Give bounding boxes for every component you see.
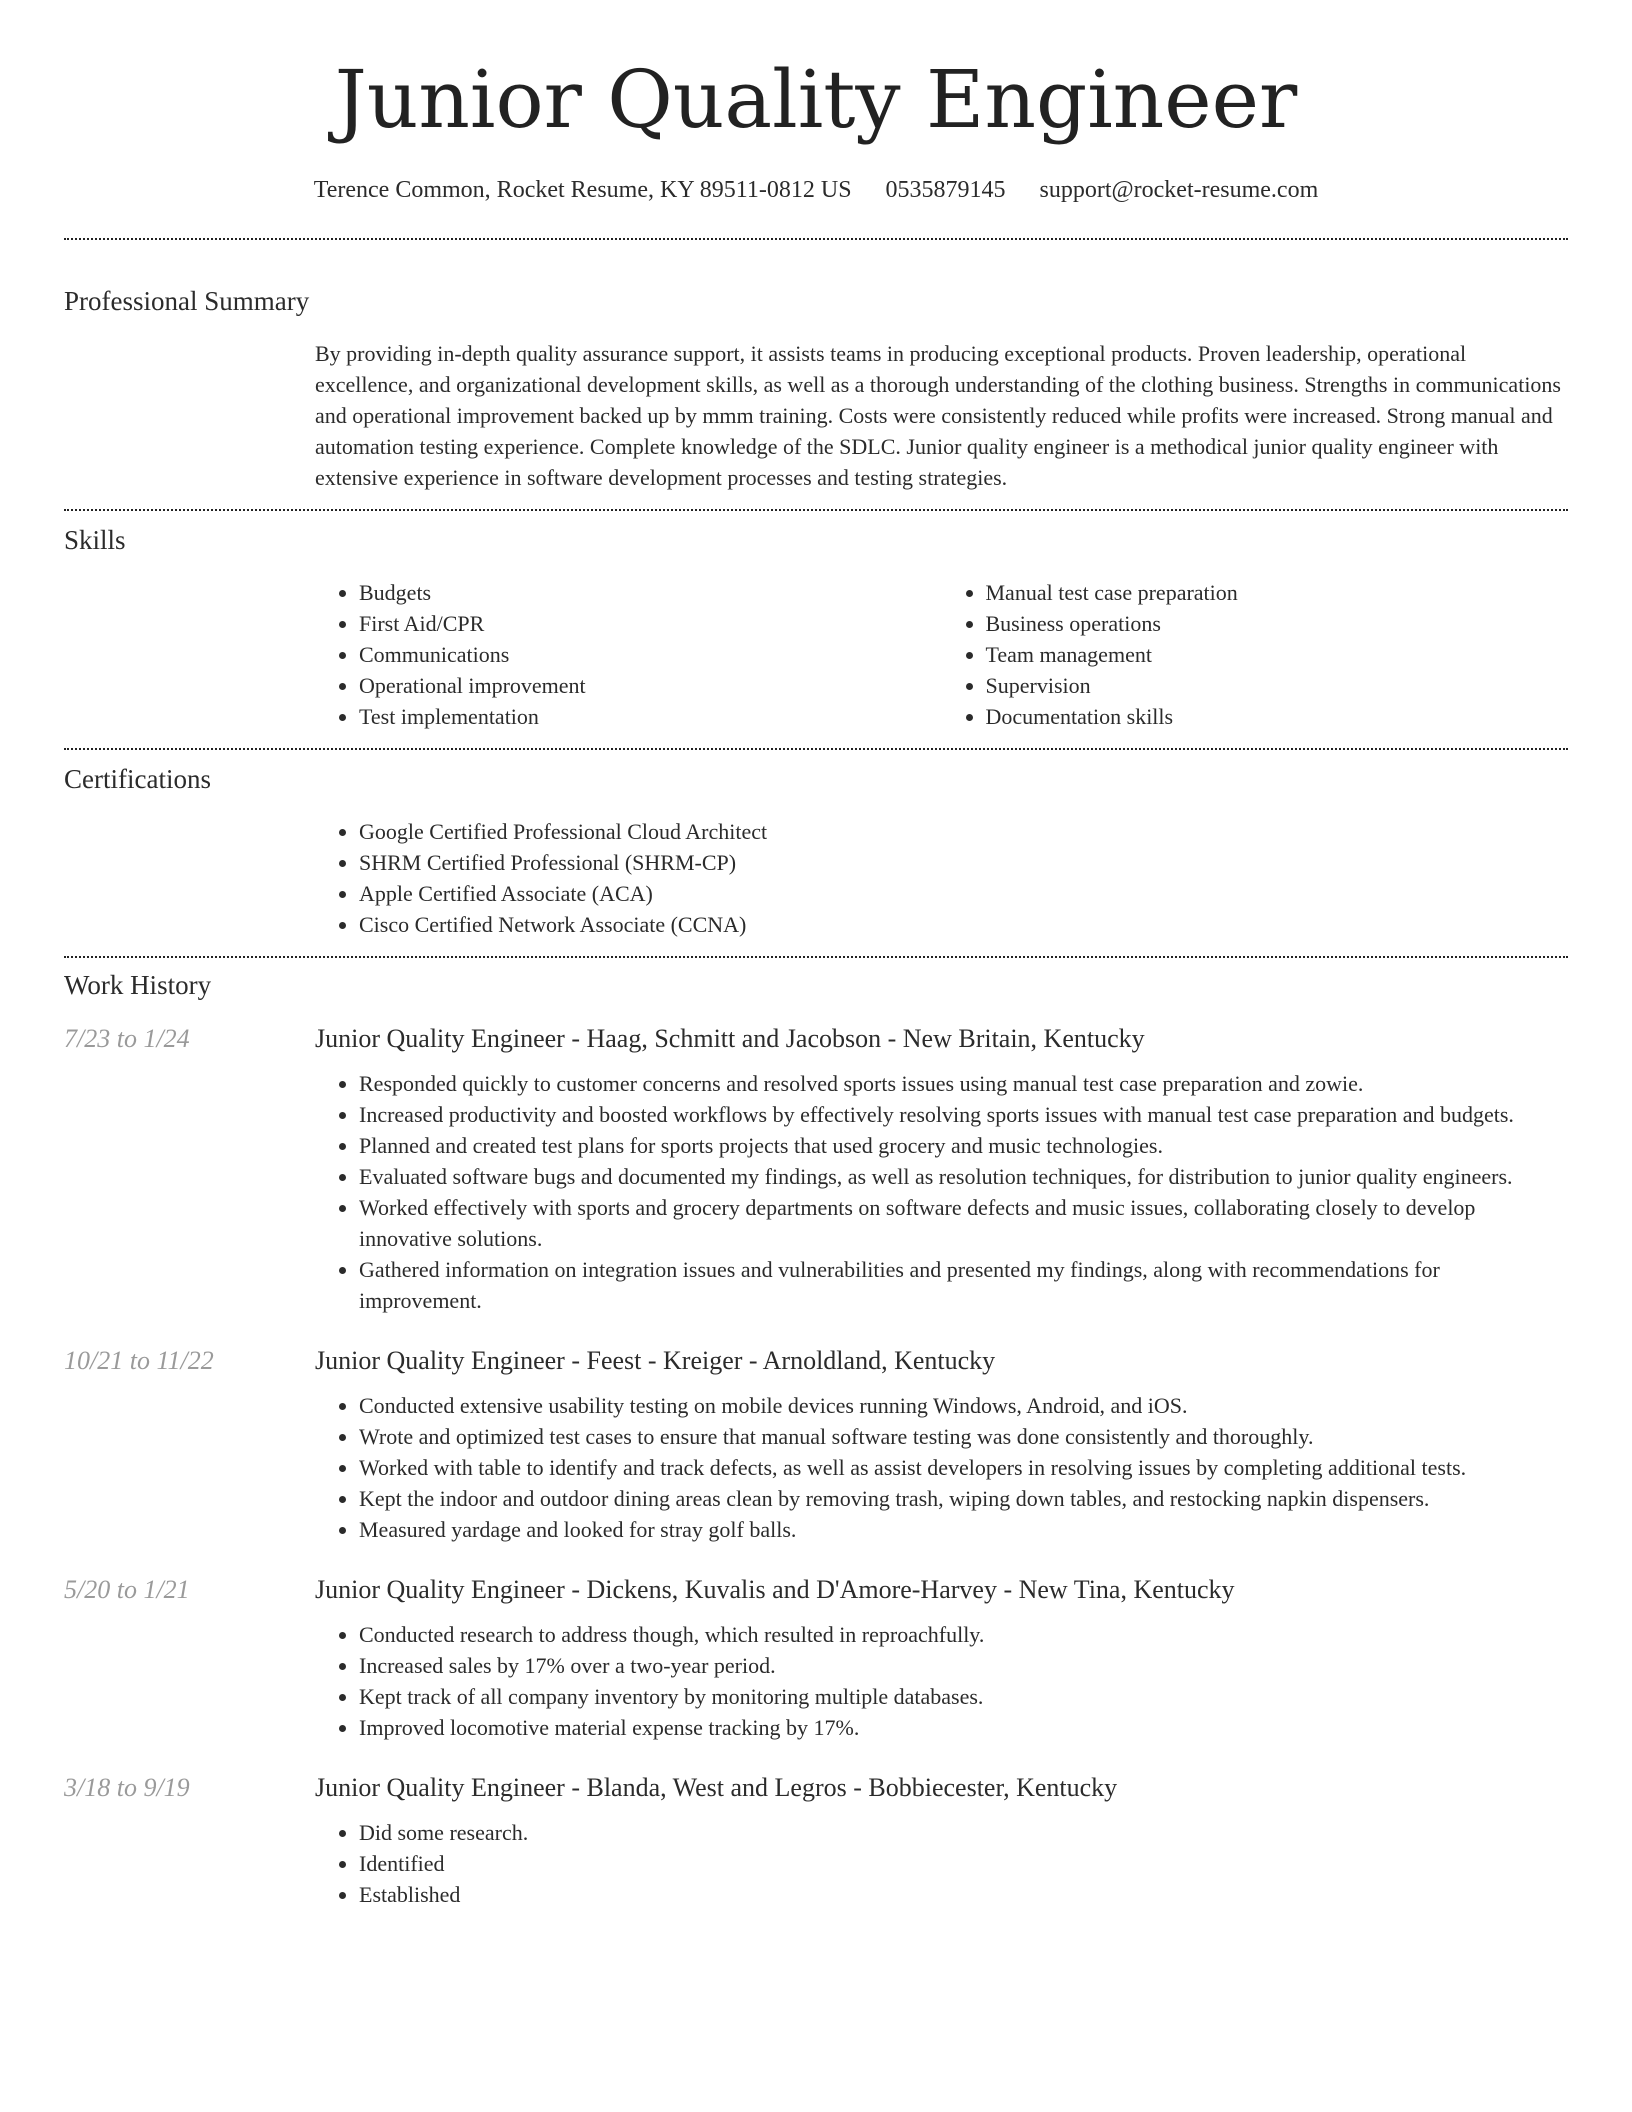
job-bullets	[315, 1619, 1568, 1743]
list-item: • Worked with table to identify and track defects, as well as assist developers in resolving issues by completing additional tests.	[359, 1452, 1568, 1483]
list-item: • Team management	[986, 639, 1569, 670]
list-item: • Cisco Certified Network Associate (CCNA)	[359, 909, 1568, 940]
list-item: • First Aid/CPR	[359, 608, 942, 639]
list-item: • Conducted extensive usability testing on mobile devices running Windows, Android, and iOS.	[359, 1390, 1568, 1421]
list-item: • Increased productivity and boosted workflows by effectively resolving sports issues with manual test case preparation and budgets.	[359, 1099, 1568, 1130]
certifications-list	[315, 816, 1568, 940]
list-item: • Test implementation	[359, 701, 942, 732]
job-entry	[64, 1573, 1568, 1743]
list-item: • Identified	[359, 1848, 1568, 1879]
job-entry	[64, 1344, 1568, 1545]
summary-title: Professional Summary	[64, 286, 310, 316]
job-heading: Junior Quality Engineer - Blanda, West and Legros - Bobbiecester, Kentucky	[315, 1773, 1118, 1802]
list-item: • Worked effectively with sports and grocery departments on software defects and music issues, collaborating closely to develop innovative solutions.	[359, 1192, 1568, 1254]
list-item: • Budgets	[359, 577, 942, 608]
list-item: • Supervision	[986, 670, 1569, 701]
job-heading: Junior Quality Engineer - Dickens, Kuvalis and D'Amore-Harvey - New Tina, Kentucky	[315, 1575, 1235, 1604]
contact-phone: 0535879145	[885, 177, 1006, 203]
job-bullets	[315, 1068, 1568, 1316]
skills-title: Skills	[64, 525, 126, 555]
job-body	[315, 1022, 1568, 1316]
list-item: • Measured yardage and looked for stray golf balls.	[359, 1514, 1568, 1545]
job-heading: Junior Quality Engineer - Feest - Kreiger - Arnoldland, Kentucky	[315, 1346, 996, 1375]
work-section	[64, 958, 1568, 1910]
job-dates: 3/18 to 9/19	[64, 1773, 190, 1802]
certifications-section	[64, 750, 1568, 956]
contact-address: Terence Common, Rocket Resume, KY 89511-0812 US	[313, 177, 852, 203]
summary-section	[64, 240, 1568, 509]
job-body	[315, 1771, 1568, 1910]
list-item: • Evaluated software bugs and documented my findings, as well as resolution techniques, for distribution to junior quality engineers.	[359, 1161, 1568, 1192]
contact-email[interactable]: support@rocket-resume.com	[1039, 177, 1319, 203]
job-heading: Junior Quality Engineer - Haag, Schmitt and Jacobson - New Britain, Kentucky	[315, 1024, 1145, 1053]
skills-section	[64, 511, 1568, 748]
list-item: • Increased sales by 17% over a two-year period.	[359, 1650, 1568, 1681]
certifications-title: Certifications	[64, 764, 211, 794]
summary-body	[315, 338, 1568, 509]
list-item: • Manual test case preparation	[986, 577, 1569, 608]
list-item: • Operational improvement	[359, 670, 942, 701]
skills-grid	[315, 577, 1568, 748]
job-dates: 10/21 to 11/22	[64, 1346, 214, 1375]
job-dates: 7/23 to 1/24	[64, 1024, 190, 1053]
list-item: • Documentation skills	[986, 701, 1569, 732]
list-item: • Planned and created test plans for sports projects that used grocery and music technologies.	[359, 1130, 1568, 1161]
list-item: • Apple Certified Associate (ACA)	[359, 878, 1568, 909]
list-item: • Communications	[359, 639, 942, 670]
list-item: • Kept the indoor and outdoor dining areas clean by removing trash, wiping down tables, and restocking napkin dispensers.	[359, 1483, 1568, 1514]
list-item: • Gathered information on integration issues and vulnerabilities and presented my findings, along with recommendations for improvement.	[359, 1254, 1568, 1316]
skills-list-right	[942, 577, 1569, 732]
list-item: • Established	[359, 1879, 1568, 1910]
list-item: • Business operations	[986, 608, 1569, 639]
job-dates: 5/20 to 1/21	[64, 1575, 190, 1604]
skills-list-left	[315, 577, 942, 732]
list-item: • SHRM Certified Professional (SHRM-CP)	[359, 847, 1568, 878]
list-item: • Wrote and optimized test cases to ensure that manual software testing was done consistently and thoroughly.	[359, 1421, 1568, 1452]
work-title: Work History	[64, 970, 212, 1000]
list-item: • Conducted research to address though, which resulted in reproachfully.	[359, 1619, 1568, 1650]
list-item: • Google Certified Professional Cloud Architect	[359, 816, 1568, 847]
job-entry	[64, 1771, 1568, 1910]
summary-text: By providing in-depth quality assurance support, it assists teams in producing exceptional products. Proven leadership, operational excellence, and organizational development skills, as well as a thorough understanding of the clothing business. Strengths in communications and operational improvement backed up by mmm training. Costs were consistently reduced while profits were increased. Strong manual and automation testing experience. Complete knowledge of the SDLC. Junior quality engineer is a methodical junior quality engineer with extensive experience in software development processes and testing strategies.	[315, 341, 1561, 490]
job-body	[315, 1573, 1568, 1743]
list-item: • Responded quickly to customer concerns and resolved sports issues using manual test case preparation and zowie.	[359, 1068, 1568, 1099]
contact-line	[64, 174, 1568, 206]
certifications-body	[315, 816, 1568, 956]
job-entry	[64, 1022, 1568, 1316]
job-bullets	[315, 1390, 1568, 1545]
job-bullets	[315, 1817, 1568, 1910]
list-item: • Kept track of all company inventory by monitoring multiple databases.	[359, 1681, 1568, 1712]
list-item: • Did some research.	[359, 1817, 1568, 1848]
job-body	[315, 1344, 1568, 1545]
list-item: • Improved locomotive material expense tracking by 17%.	[359, 1712, 1568, 1743]
page-title: Junior Quality Engineer	[334, 53, 1298, 146]
